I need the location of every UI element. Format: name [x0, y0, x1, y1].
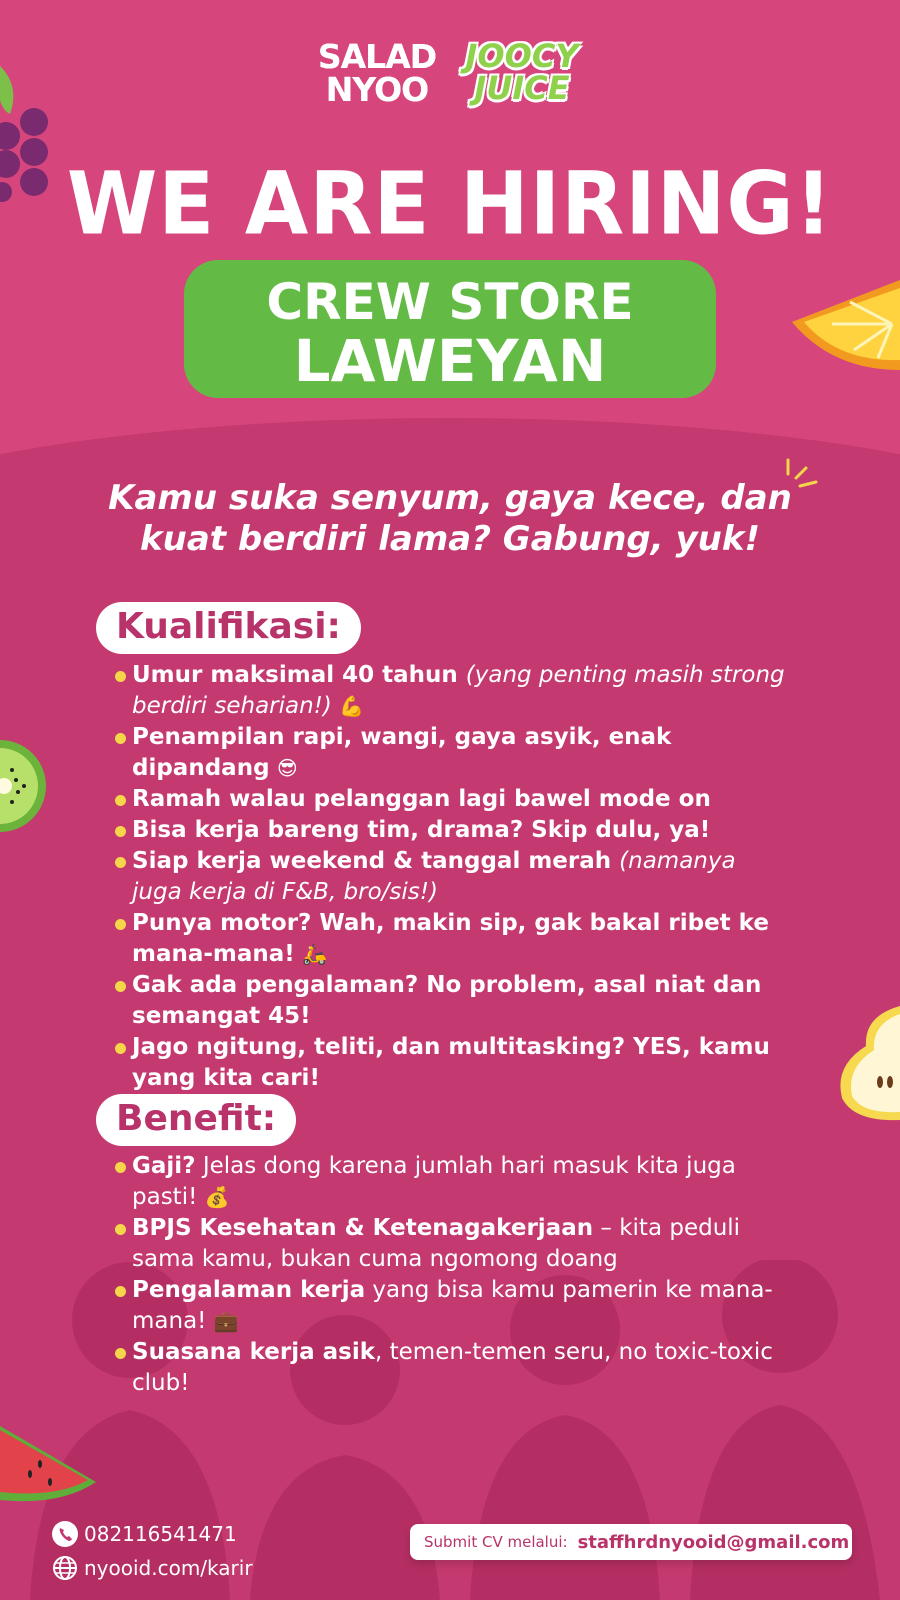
globe-icon	[52, 1555, 78, 1581]
orange-slice-icon	[792, 280, 900, 370]
submit-cv-box	[410, 1524, 852, 1560]
phone-number[interactable]: 082116541471	[84, 1522, 237, 1546]
tagline-line-1: Kamu suka senyum, gaya kece, dan	[108, 478, 792, 518]
scooter-emoji: 🛵	[302, 942, 328, 966]
kualifikasi-list	[112, 660, 792, 1094]
list-item: Penampilan rapi, wangi, gaya asyik, enak dipandang 😎	[112, 722, 792, 784]
logo-nyoo-text: NYOO	[325, 70, 429, 109]
list-item: Siap kerja weekend & tanggal merah (namanya juga kerja di F&B, bro/sis!)	[112, 846, 792, 908]
logo-juice-text: JUICE	[474, 69, 570, 107]
salad-nyoo-logo	[314, 37, 440, 112]
email-link[interactable]: staffhrdnyooid@gmail.com	[577, 1531, 850, 1553]
sunglasses-emoji: 😎	[276, 756, 298, 780]
list-item: Gak ada pengalaman? No problem, asal niat dan semangat 45!	[112, 970, 792, 1032]
phone-row	[52, 1517, 253, 1551]
list-item: Suasana kerja asik, temen-temen seru, no toxic-toxic club!	[112, 1337, 792, 1399]
briefcase-emoji: 💼	[213, 1309, 239, 1333]
position-location: LAWEYAN	[293, 327, 607, 395]
tagline	[60, 478, 840, 560]
contact-info	[52, 1517, 253, 1585]
watermelon-icon	[0, 1426, 96, 1502]
headline: WE ARE HIRING!	[66, 154, 834, 255]
brand-logos	[0, 37, 900, 112]
position-title: CREW STORE	[266, 273, 634, 331]
list-item: BPJS Kesehatan & Ketenagakerjaan – kita peduli sama kamu, bukan cuma ngomong doang	[112, 1213, 792, 1275]
list-item: Ramah walau pelanggan lagi bawel mode on	[112, 784, 792, 815]
tagline-line-2: kuat berdiri lama? Gabung, yuk!	[140, 519, 760, 559]
benefit-list	[112, 1151, 792, 1399]
kualifikasi-heading: Kualifikasi:	[96, 602, 361, 654]
list-item: Jago ngitung, teliti, dan multitasking? YES, kamu yang kita cari!	[112, 1032, 792, 1094]
website-row	[52, 1551, 253, 1585]
submit-cv-label: Submit CV melalui:	[424, 1533, 568, 1551]
website-link[interactable]: nyooid.com/karir	[84, 1556, 253, 1580]
list-item: Umur maksimal 40 tahun (yang penting masih strong berdiri seharian!) 💪	[112, 660, 792, 722]
flexed-arm-emoji: 💪	[339, 694, 365, 718]
kiwi-icon	[0, 740, 48, 832]
list-item: Gaji? Jelas dong karena jumlah hari masuk kita juga pasti! 💰	[112, 1151, 792, 1213]
benefit-heading: Benefit:	[96, 1094, 296, 1146]
logo-joocy-text: JOOCY	[465, 37, 579, 75]
position-box	[184, 260, 716, 398]
phone-icon	[52, 1521, 78, 1547]
money-bag-emoji: 💰	[204, 1185, 230, 1209]
joocy-juice-logo	[452, 37, 592, 112]
list-item: Bisa kerja bareng tim, drama? Skip dulu, ya!	[112, 815, 792, 846]
list-item: Pengalaman kerja yang bisa kamu pamerin ke mana-mana! 💼	[112, 1275, 792, 1337]
list-item: Punya motor? Wah, makin sip, gak bakal ribet ke mana-mana! 🛵	[112, 908, 792, 970]
logo-salad-text: SALAD	[317, 37, 437, 76]
pear-icon	[834, 1006, 900, 1122]
